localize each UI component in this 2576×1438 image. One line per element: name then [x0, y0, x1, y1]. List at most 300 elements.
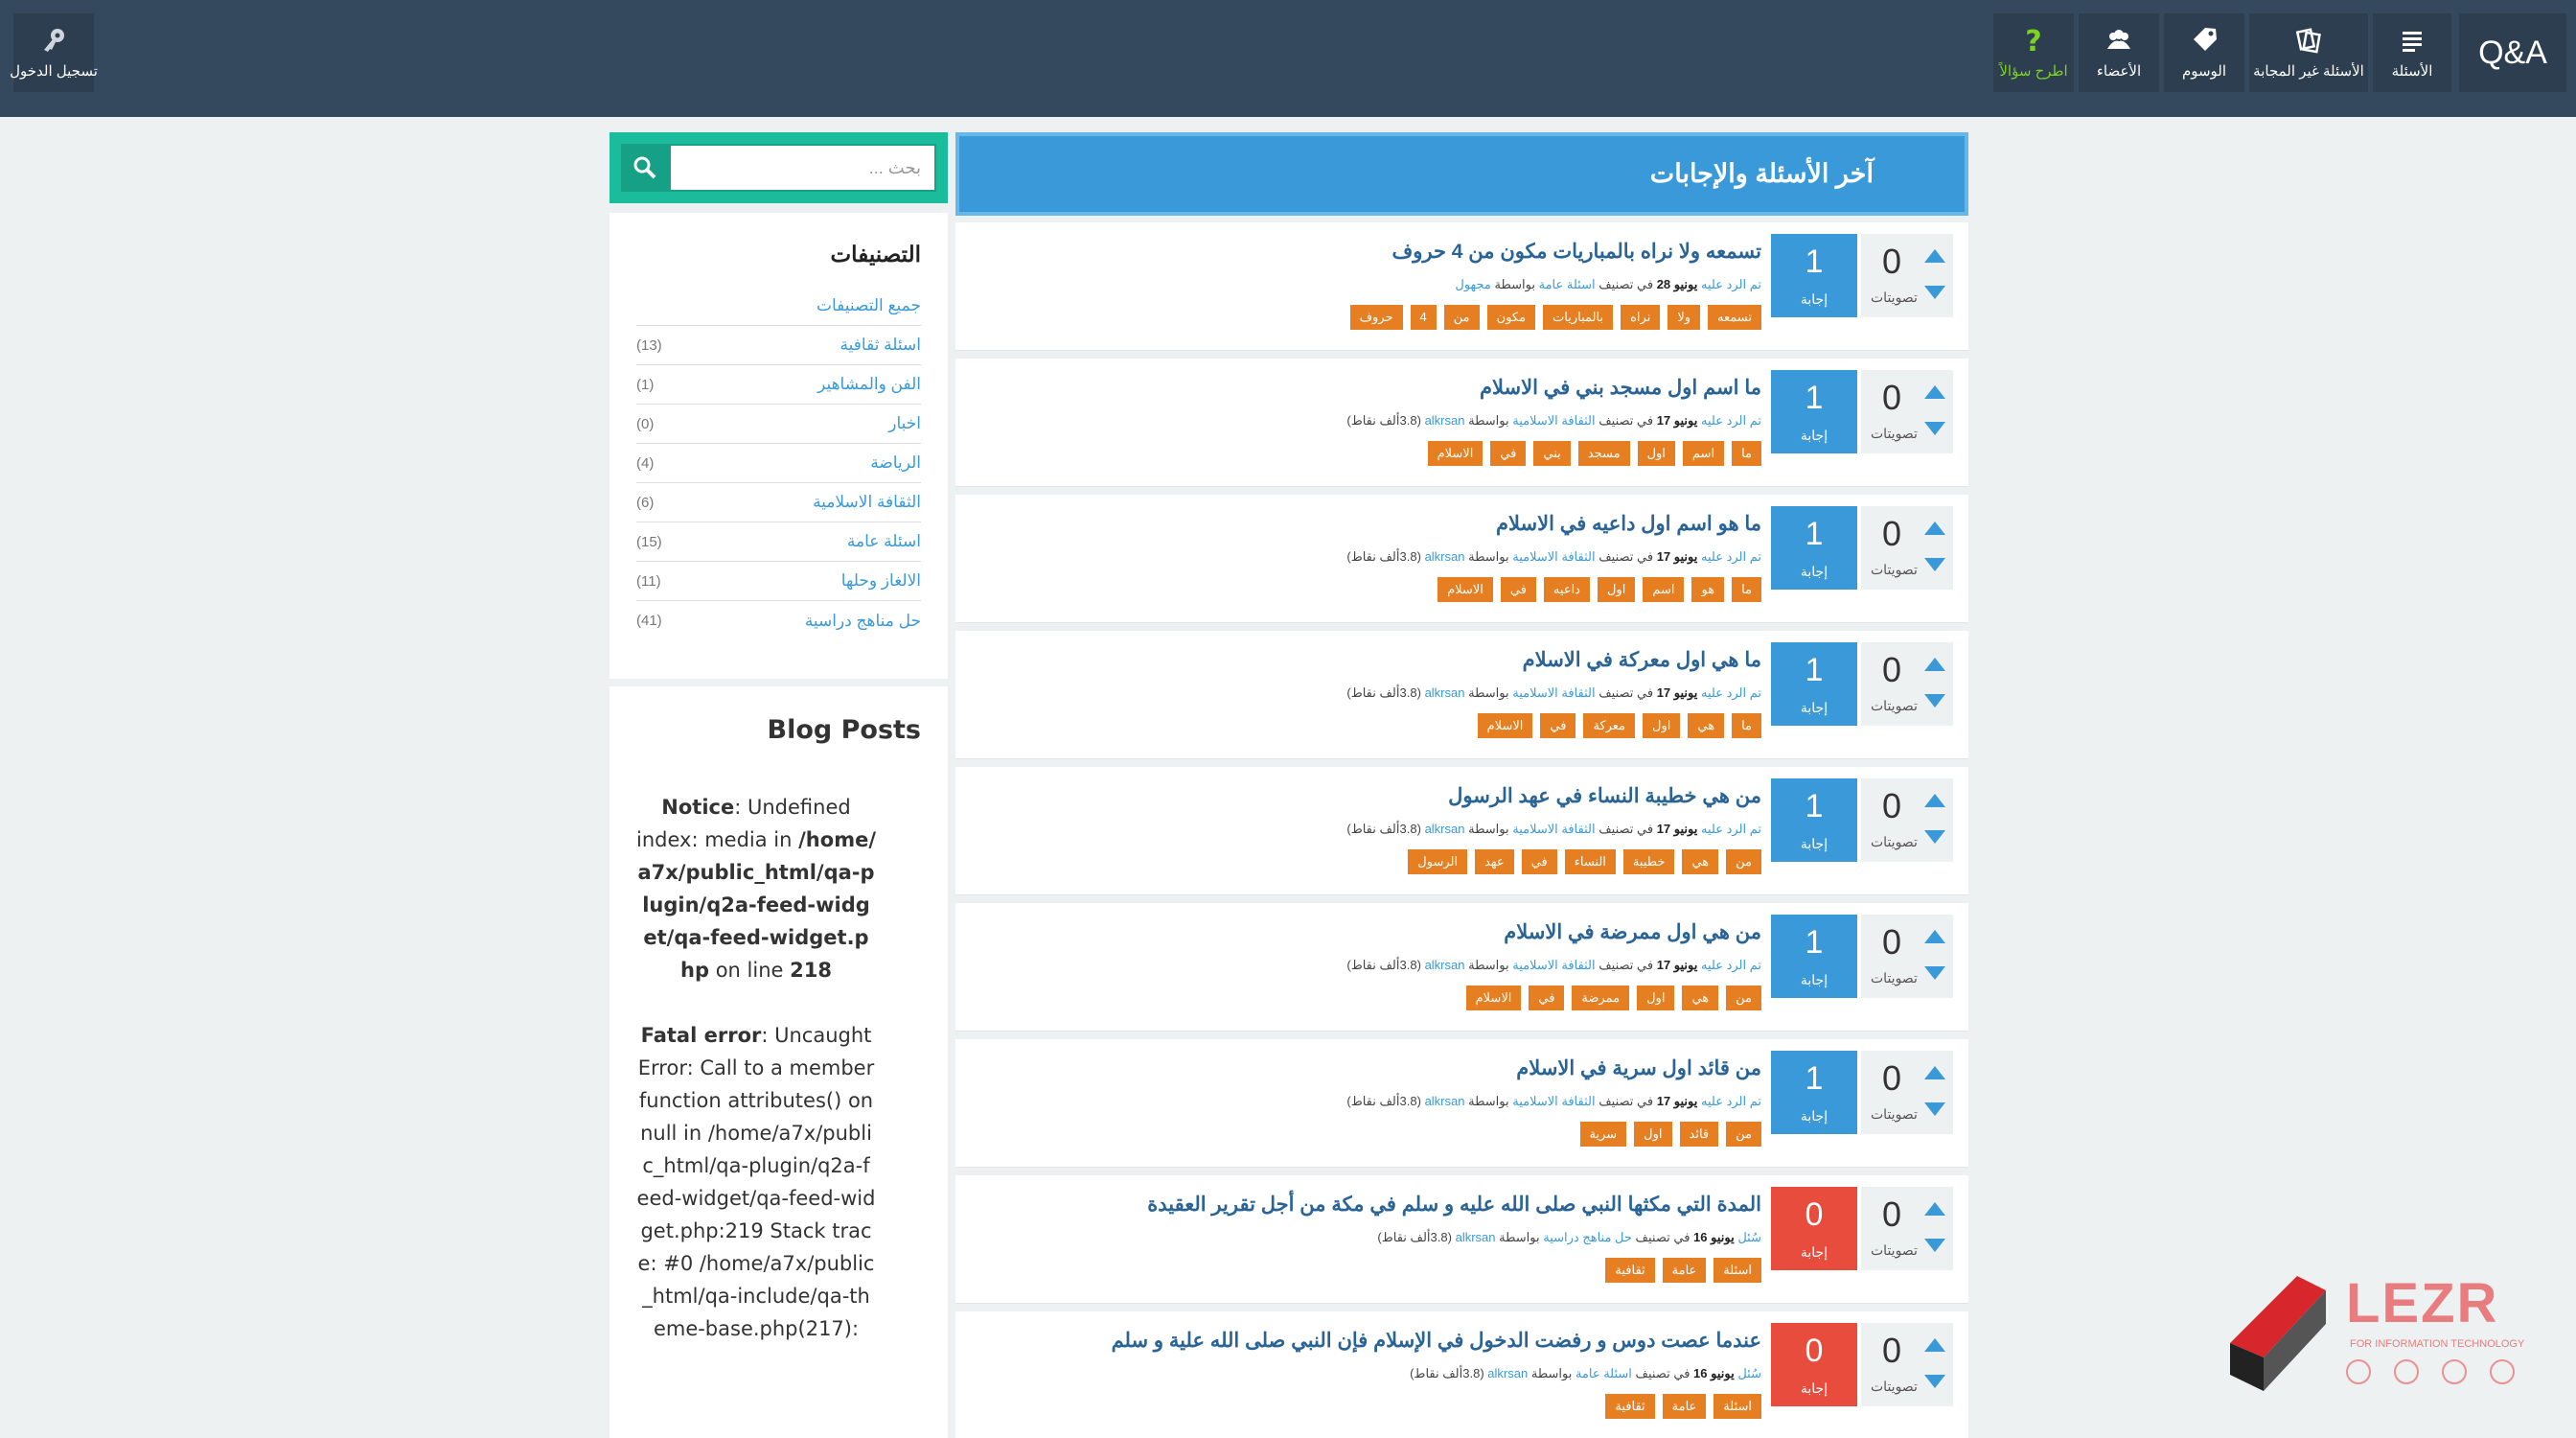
watermark-social-icons	[2346, 1359, 2515, 1384]
meta-category-link[interactable]: حل مناهج دراسية	[1543, 1230, 1632, 1244]
question-icon	[2019, 26, 2048, 55]
meta-action-target[interactable]: عليه	[1701, 549, 1723, 564]
vote-up-button[interactable]	[1924, 658, 1945, 671]
meta-action-link[interactable]: تم الرد	[1726, 822, 1761, 836]
meta-in-category: في تصنيف	[1598, 277, 1654, 291]
nav-users-label: الأعضاء	[2096, 63, 2142, 80]
fatal-error-message	[636, 1019, 876, 1345]
answer-count: 1	[1805, 516, 1824, 552]
tag-link[interactable]: الاسلام	[1438, 577, 1493, 602]
vote-down-button[interactable]	[1924, 830, 1945, 844]
vote-box	[1861, 506, 1953, 590]
meta-date: يونيو 17	[1656, 958, 1698, 972]
question-meta	[1377, 1230, 1761, 1245]
question-title-link[interactable]: عندما عصت دوس و رفضت الدخول في الإسلام فإن النبي صلى الله علية و سلم	[1111, 1330, 1761, 1352]
key-icon	[39, 26, 68, 55]
lezr-watermark	[2225, 1271, 2532, 1396]
category-item[interactable]	[636, 287, 921, 326]
vote-box	[1861, 234, 1953, 317]
meta-action-link[interactable]: سُئل	[1737, 1230, 1761, 1244]
meta-by: بواسطة	[1468, 413, 1509, 428]
vote-count: 0	[1882, 786, 1902, 825]
tag-link[interactable]: الاسلام	[1466, 986, 1522, 1010]
tag-link[interactable]: ما	[1732, 713, 1761, 738]
answer-count: 1	[1805, 652, 1824, 688]
meta-user-link[interactable]: alkrsan	[1487, 1366, 1529, 1380]
site-logo[interactable]: Q&A	[2459, 13, 2566, 92]
category-count: (1)	[636, 376, 655, 393]
cards-icon	[2294, 26, 2323, 55]
meta-action-link[interactable]: تم الرد	[1726, 549, 1761, 564]
category-link[interactable]: جميع التصنيفات	[816, 296, 921, 314]
watermark-tagline: FOR INFORMATION TECHNOLOGY	[2350, 1338, 2525, 1350]
tag-link[interactable]: معركة	[1583, 713, 1635, 738]
vote-down-button[interactable]	[1924, 1375, 1945, 1388]
tag-link[interactable]: عهد	[1475, 849, 1514, 874]
youtube-icon	[2490, 1359, 2515, 1384]
meta-action-target[interactable]: عليه	[1701, 277, 1723, 291]
search-input[interactable]: بحث ...	[669, 144, 936, 192]
tag-link[interactable]: في	[1490, 441, 1526, 466]
tag-link[interactable]: اسم	[1683, 441, 1724, 466]
question-item	[955, 631, 1968, 758]
answer-count: 0	[1805, 1196, 1824, 1233]
twitter-icon	[2442, 1359, 2467, 1384]
question-meta	[1410, 1366, 1761, 1381]
tag-link[interactable]: في	[1540, 713, 1576, 738]
vote-up-button[interactable]	[1924, 930, 1945, 943]
tag-link[interactable]: اول	[1638, 441, 1675, 466]
category-item[interactable]	[636, 444, 921, 483]
nav-ask-label: اطرح سؤالاً	[1999, 63, 2068, 80]
login-button[interactable]	[10, 13, 98, 92]
tag-link[interactable]: اول	[1643, 713, 1680, 738]
category-link[interactable]: اخبار	[888, 414, 921, 432]
question-item	[955, 495, 1968, 622]
question-meta	[1346, 413, 1761, 429]
category-item[interactable]	[636, 483, 921, 522]
tag-link[interactable]: بالمباريات	[1543, 305, 1613, 330]
category-link[interactable]: الثقافة الاسلامية	[813, 493, 921, 511]
answer-count: 1	[1805, 380, 1824, 416]
category-link[interactable]: الالغاز وحلها	[840, 571, 921, 590]
vote-count: 0	[1882, 922, 1902, 962]
watermark-brand: LEZR	[2346, 1272, 2499, 1334]
search-button[interactable]	[621, 144, 669, 192]
answer-count: 1	[1805, 1060, 1824, 1097]
answer-label: إجابة	[1800, 428, 1828, 443]
tag-list	[1408, 849, 1761, 874]
vote-down-button[interactable]	[1924, 286, 1945, 299]
fatal-text: : Uncaught Error: Call to a member function attributes() on null in /home/a7x/public_html/qa-plugin/q2a-feed-widget/qa-feed-widget.php:219 Stack trace: #0 /home/a7x/public_html/qa-include/qa-theme-base.php(217):	[636, 1024, 876, 1340]
tag-link[interactable]: الاسلام	[1478, 713, 1533, 738]
meta-in-category: في تصنيف	[1598, 958, 1654, 972]
tag-link[interactable]: ثقافية	[1605, 1258, 1654, 1283]
meta-action-link[interactable]: تم الرد	[1726, 1094, 1761, 1108]
answer-label: إجابة	[1800, 1108, 1828, 1124]
tag-icon	[2190, 26, 2219, 55]
category-list	[636, 287, 921, 640]
vote-box	[1861, 778, 1953, 862]
meta-category-link[interactable]: الثقافة الاسلامية	[1512, 1094, 1596, 1108]
meta-date: يونيو 17	[1656, 1094, 1698, 1108]
notice-label: Notice	[661, 796, 735, 819]
tag-link[interactable]: قائد	[1680, 1122, 1719, 1147]
meta-in-category: في تصنيف	[1635, 1366, 1690, 1380]
vote-label: تصويتات	[1871, 562, 1918, 577]
meta-user-points: (3.8ألف نقاط)	[1410, 1366, 1484, 1380]
meta-by: بواسطة	[1468, 958, 1509, 972]
blog-posts-title: Blog Posts	[767, 715, 921, 745]
vote-box	[1861, 1187, 1953, 1270]
tag-link[interactable]: اول	[1598, 577, 1635, 602]
vote-down-button[interactable]	[1924, 694, 1945, 707]
tag-list	[1466, 986, 1761, 1010]
vote-count: 0	[1882, 1331, 1902, 1370]
vote-count: 0	[1882, 650, 1902, 689]
category-count: (6)	[636, 494, 655, 511]
vote-count: 0	[1882, 514, 1902, 553]
notice-on: on line	[709, 959, 791, 982]
nav-questions-label: الأسئلة	[2391, 63, 2433, 80]
answer-count: 0	[1805, 1333, 1824, 1369]
question-title-link[interactable]: ما هي اول معركة في الاسلام	[1522, 649, 1761, 671]
tag-link[interactable]: اول	[1634, 1122, 1671, 1147]
tag-link[interactable]: هي	[1688, 713, 1724, 738]
vote-label: تصويتات	[1871, 698, 1918, 713]
vote-up-button[interactable]	[1924, 794, 1945, 807]
tag-link[interactable]: ما	[1732, 577, 1761, 602]
tag-link[interactable]: ولا	[1668, 305, 1700, 330]
meta-date: يونيو 17	[1656, 685, 1698, 700]
meta-user-link[interactable]: alkrsan	[1424, 685, 1465, 700]
meta-action-link[interactable]: تم الرد	[1726, 277, 1761, 291]
question-title-link[interactable]: المدة التي مكثها النبي صلى الله عليه و سلم في مكة من أجل تقرير العقيدة	[1147, 1194, 1761, 1216]
vote-up-button[interactable]	[1924, 1338, 1945, 1352]
question-meta	[1346, 822, 1761, 837]
meta-category-link[interactable]: اسئلة عامة	[1538, 277, 1596, 291]
category-count: (11)	[636, 572, 661, 590]
category-item[interactable]	[636, 601, 921, 640]
meta-date: يونيو 17	[1656, 549, 1698, 564]
meta-by: بواسطة	[1468, 822, 1509, 836]
meta-user-link[interactable]: alkrsan	[1424, 822, 1465, 836]
vote-count: 0	[1882, 378, 1902, 417]
vote-down-button[interactable]	[1924, 558, 1945, 571]
answer-count-box	[1771, 370, 1857, 453]
vote-down-button[interactable]	[1924, 1239, 1945, 1252]
category-item[interactable]	[636, 365, 921, 405]
answer-count-box	[1771, 1323, 1857, 1406]
tag-list	[1438, 577, 1761, 602]
answer-label: إجابة	[1800, 972, 1828, 987]
svg-text:?: ?	[2025, 26, 2042, 55]
vote-label: تصويتات	[1871, 834, 1918, 849]
tag-list	[1605, 1394, 1761, 1419]
tag-link[interactable]: من	[1444, 305, 1480, 330]
meta-by: بواسطة	[1499, 1230, 1540, 1244]
meta-action-target[interactable]: عليه	[1701, 822, 1723, 836]
tag-link[interactable]: 4	[1411, 305, 1437, 330]
search-icon	[632, 155, 657, 180]
meta-category-link[interactable]: الثقافة الاسلامية	[1512, 549, 1596, 564]
tag-link[interactable]: اول	[1637, 986, 1674, 1010]
vote-up-button[interactable]	[1924, 249, 1945, 263]
tag-link[interactable]: هو	[1691, 577, 1724, 602]
tag-link[interactable]: اسم	[1643, 577, 1684, 602]
tag-link[interactable]: نراه	[1621, 305, 1660, 330]
question-title-link[interactable]: من هي اول ممرضة في الاسلام	[1504, 921, 1761, 943]
category-item[interactable]	[636, 326, 921, 365]
meta-action-link[interactable]: تم الرد	[1726, 413, 1761, 428]
search-box	[610, 132, 948, 203]
tag-link[interactable]: في	[1522, 849, 1557, 874]
answer-count-box	[1771, 778, 1857, 862]
meta-by: بواسطة	[1494, 277, 1535, 291]
question-meta	[1346, 958, 1761, 973]
category-item[interactable]	[636, 405, 921, 444]
meta-by: بواسطة	[1530, 1366, 1573, 1380]
instagram-icon	[2394, 1359, 2419, 1384]
tag-link[interactable]: حروف	[1350, 305, 1403, 330]
question-item	[955, 222, 1968, 350]
tag-list	[1605, 1258, 1761, 1283]
question-item	[955, 903, 1968, 1031]
nav-unanswered[interactable]	[2249, 13, 2368, 92]
tag-link[interactable]: مسجد	[1578, 441, 1630, 466]
tag-link[interactable]: خطيبة	[1623, 849, 1675, 874]
question-list	[955, 222, 1968, 1438]
meta-action-link[interactable]: تم الرد	[1726, 685, 1761, 700]
categories-widget	[610, 213, 948, 679]
meta-action-link[interactable]: سُئل	[1737, 1366, 1761, 1380]
nav-ask-question[interactable]	[1993, 13, 2074, 92]
meta-category-link[interactable]: اسئلة عامة	[1575, 1366, 1632, 1380]
php-error-output	[636, 791, 876, 1345]
answer-count: 1	[1805, 788, 1824, 824]
nav-tags[interactable]	[2164, 13, 2244, 92]
users-icon	[2104, 26, 2133, 55]
question-meta	[1346, 549, 1761, 565]
notice-text: : Undefined index: media in	[636, 796, 851, 851]
meta-by: بواسطة	[1468, 1094, 1509, 1108]
vote-label: تصويتات	[1871, 1106, 1918, 1122]
meta-user-points: (3.8ألف نقاط)	[1346, 549, 1421, 564]
meta-action-target[interactable]: عليه	[1701, 685, 1723, 700]
tag-link[interactable]: ممرضة	[1572, 986, 1629, 1010]
nav-users[interactable]	[2079, 13, 2159, 92]
meta-date: يونيو 17	[1656, 413, 1698, 428]
vote-box	[1861, 1323, 1953, 1406]
meta-user-link[interactable]: مجهول	[1455, 277, 1491, 291]
question-title-link[interactable]: من هي خطيبة النساء في عهد الرسول	[1448, 785, 1761, 807]
answer-label: إجابة	[1800, 836, 1828, 851]
tag-link[interactable]: سرية	[1580, 1122, 1627, 1147]
vote-count: 0	[1882, 242, 1902, 281]
tag-link[interactable]: ما	[1732, 441, 1761, 466]
tag-link[interactable]: هي	[1682, 849, 1718, 874]
meta-user-points: (3.8ألف نقاط)	[1346, 685, 1421, 700]
question-meta	[1455, 277, 1761, 292]
meta-user-link[interactable]: alkrsan	[1424, 549, 1465, 564]
question-meta	[1346, 1094, 1761, 1109]
meta-user-link[interactable]: alkrsan	[1424, 958, 1465, 972]
tag-link[interactable]: الاسلام	[1428, 441, 1484, 466]
vote-label: تصويتات	[1871, 970, 1918, 986]
tag-link[interactable]: من	[1726, 986, 1761, 1010]
tag-link[interactable]: عامة	[1663, 1258, 1707, 1283]
answer-count-box	[1771, 642, 1857, 726]
meta-date: يونيو 17	[1656, 822, 1698, 836]
facebook-icon	[2346, 1359, 2371, 1384]
list-icon	[2398, 26, 2426, 55]
question-meta	[1346, 685, 1761, 701]
nav-unanswered-label: الأسئلة غير المجابة	[2253, 63, 2364, 80]
tag-list	[1428, 441, 1761, 466]
meta-in-category: في تصنيف	[1598, 549, 1654, 564]
tag-link[interactable]: ثقافية	[1605, 1394, 1654, 1419]
question-item	[955, 767, 1968, 894]
tag-list	[1580, 1122, 1761, 1147]
tag-link[interactable]: تسمعه	[1708, 305, 1761, 330]
answer-count-box	[1771, 915, 1857, 998]
question-item	[955, 1175, 1968, 1303]
question-item	[955, 1039, 1968, 1167]
answer-count-box	[1771, 1051, 1857, 1134]
tag-list	[1350, 305, 1761, 330]
answer-count: 1	[1805, 244, 1824, 280]
categories-title: التصنيفات	[830, 242, 921, 267]
notice-path: /home/a7x/public_html/qa-plugin/q2a-feed-widget/qa-feed-widget.php	[637, 828, 876, 982]
tag-link[interactable]: داعيه	[1544, 577, 1590, 602]
meta-in-category: في تصنيف	[1598, 413, 1654, 428]
tag-link[interactable]: من	[1726, 1122, 1761, 1147]
category-count: (4)	[636, 454, 655, 472]
vote-box	[1861, 915, 1953, 998]
nav-tags-label: الوسوم	[2181, 63, 2227, 80]
vote-label: تصويتات	[1871, 290, 1918, 305]
vote-count: 0	[1882, 1058, 1902, 1098]
tag-link[interactable]: النساء	[1565, 849, 1616, 874]
category-link[interactable]: الرياضة	[870, 453, 921, 472]
vote-box	[1861, 370, 1953, 453]
meta-category-link[interactable]: الثقافة الاسلامية	[1512, 958, 1596, 972]
vote-label: تصويتات	[1871, 1379, 1918, 1394]
answer-count-box	[1771, 234, 1857, 317]
meta-category-link[interactable]: الثقافة الاسلامية	[1512, 413, 1596, 428]
tag-link[interactable]: هي	[1682, 986, 1718, 1010]
tag-list	[1478, 713, 1761, 738]
notice-line: 218	[790, 959, 832, 982]
login-label: تسجيل الدخول	[10, 63, 98, 80]
meta-date: يونيو 16	[1693, 1366, 1735, 1380]
vote-label: تصويتات	[1871, 1242, 1918, 1258]
top-navbar	[0, 0, 2576, 117]
vote-up-button[interactable]	[1924, 385, 1945, 399]
question-title-link[interactable]: تسمعه ولا نراه بالمباريات مكون من 4 حروف	[1392, 241, 1761, 263]
meta-user-points: (3.8ألف نقاط)	[1346, 1094, 1421, 1108]
category-link[interactable]: الفن والمشاهير	[817, 375, 921, 393]
tag-link[interactable]: في	[1501, 577, 1536, 602]
question-title-link[interactable]: من قائد اول سرية في الاسلام	[1516, 1057, 1761, 1079]
meta-user-link[interactable]: alkrsan	[1424, 413, 1465, 428]
blog-posts-widget	[610, 686, 948, 1438]
nav-questions[interactable]	[2373, 13, 2451, 92]
category-count: (13)	[636, 336, 662, 354]
vote-count: 0	[1882, 1194, 1902, 1234]
tag-link[interactable]: في	[1529, 986, 1564, 1010]
vote-up-button[interactable]	[1924, 1202, 1945, 1216]
page-title: آخر الأسئلة والإجابات	[955, 132, 1968, 216]
meta-in-category: في تصنيف	[1598, 685, 1654, 700]
meta-in-category: في تصنيف	[1598, 1094, 1654, 1108]
meta-user-points: (3.8ألف نقاط)	[1346, 822, 1421, 836]
vote-box	[1861, 1051, 1953, 1134]
tag-link[interactable]: من	[1726, 849, 1761, 874]
question-item	[955, 1311, 1968, 1438]
answer-label: إجابة	[1800, 564, 1828, 579]
notice-message	[636, 791, 876, 986]
meta-action-link[interactable]: تم الرد	[1726, 958, 1761, 972]
meta-date: يونيو 16	[1693, 1230, 1735, 1244]
meta-user-points: (3.8ألف نقاط)	[1346, 413, 1421, 428]
question-title-link[interactable]: ما اسم اول مسجد بني في الاسلام	[1479, 377, 1761, 399]
answer-label: إجابة	[1800, 291, 1828, 307]
vote-box	[1861, 642, 1953, 726]
category-item[interactable]	[636, 522, 921, 562]
question-item	[955, 359, 1968, 486]
meta-user-link[interactable]: alkrsan	[1455, 1230, 1496, 1244]
meta-in-category: في تصنيف	[1635, 1230, 1690, 1244]
category-item[interactable]	[636, 562, 921, 601]
meta-by: بواسطة	[1468, 685, 1509, 700]
fatal-label: Fatal error	[640, 1024, 762, 1047]
vote-down-button[interactable]	[1924, 422, 1945, 435]
vote-up-button[interactable]	[1924, 1066, 1945, 1079]
meta-in-category: في تصنيف	[1598, 822, 1654, 836]
tag-link[interactable]: بني	[1533, 441, 1570, 466]
vote-down-button[interactable]	[1924, 1102, 1945, 1116]
tag-link[interactable]: عامة	[1663, 1394, 1707, 1419]
category-link[interactable]: حل مناهج دراسية	[804, 611, 921, 630]
answer-label: إجابة	[1800, 700, 1828, 715]
category-count: (0)	[636, 415, 655, 432]
tag-link[interactable]: مكون	[1487, 305, 1535, 330]
category-count: (15)	[636, 533, 662, 550]
meta-action-target[interactable]: عليه	[1701, 413, 1723, 428]
meta-user-points: (3.8ألف نقاط)	[1377, 1230, 1452, 1244]
meta-user-link[interactable]: alkrsan	[1424, 1094, 1465, 1108]
tag-link[interactable]: اسئلة	[1714, 1258, 1761, 1283]
meta-action-target[interactable]: عليه	[1701, 958, 1723, 972]
meta-category-link[interactable]: الثقافة الاسلامية	[1512, 685, 1596, 700]
vote-up-button[interactable]	[1924, 522, 1945, 535]
vote-label: تصويتات	[1871, 426, 1918, 441]
meta-by: بواسطة	[1468, 549, 1509, 564]
meta-action-target[interactable]: عليه	[1701, 1094, 1723, 1108]
question-title-link[interactable]: ما هو اسم اول داعيه في الاسلام	[1495, 513, 1761, 535]
tag-link[interactable]: اسئلة	[1714, 1394, 1761, 1419]
vote-down-button[interactable]	[1924, 966, 1945, 980]
answer-label: إجابة	[1800, 1380, 1828, 1396]
answer-count-box	[1771, 1187, 1857, 1270]
tag-link[interactable]: الرسول	[1408, 849, 1467, 874]
meta-category-link[interactable]: الثقافة الاسلامية	[1512, 822, 1596, 836]
category-link[interactable]: اسئلة عامة	[846, 532, 921, 550]
meta-date: يونيو 28	[1656, 277, 1698, 291]
category-count: (41)	[636, 613, 662, 629]
category-link[interactable]: اسئلة ثقافية	[840, 336, 921, 354]
